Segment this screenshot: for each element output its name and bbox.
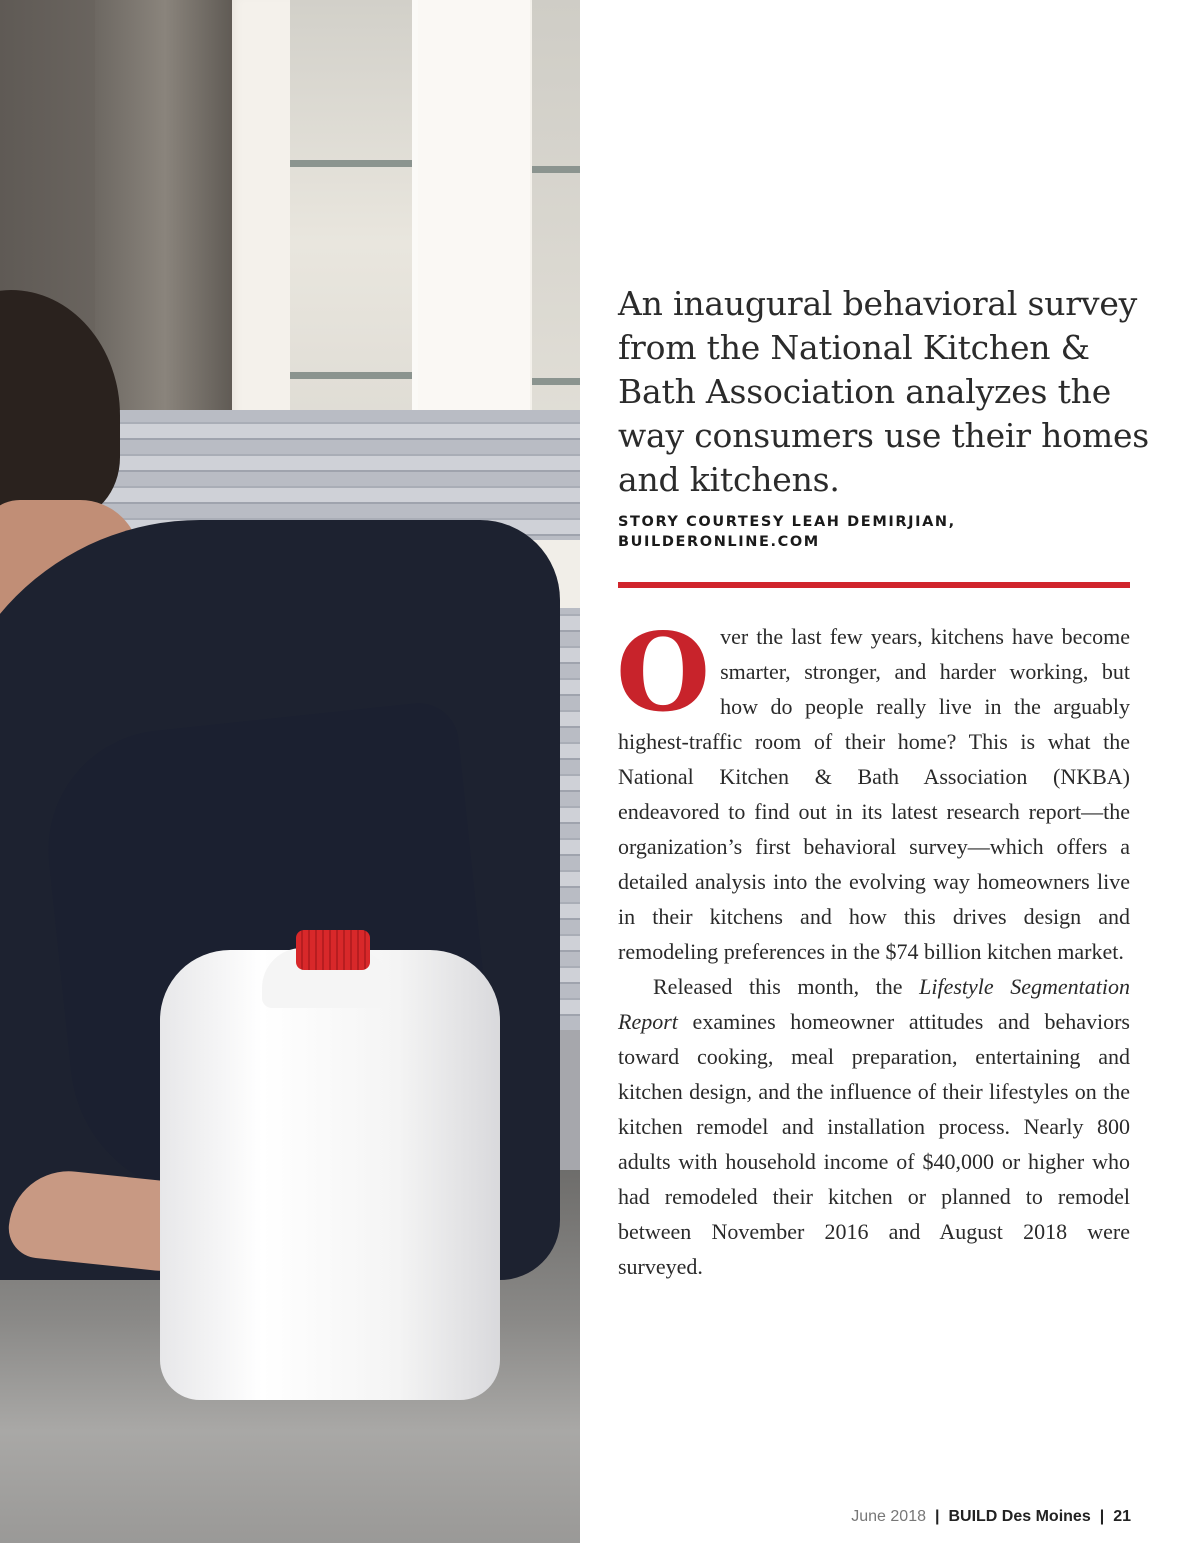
photo-shelf (290, 372, 412, 379)
kitchen-photo (0, 0, 580, 1543)
photo-range-hood (95, 0, 235, 410)
article-byline (618, 512, 1138, 552)
byline-credit: STORY COURTESY LEAH DEMIRJIAN, (618, 514, 956, 530)
drop-cap: O (616, 610, 711, 736)
article-body (616, 610, 1131, 1284)
paragraph-text: Released this month, the (653, 974, 920, 999)
photo-shelf (532, 378, 580, 385)
page-folio (851, 1508, 1131, 1526)
folio-magazine-name: BUILD Des Moines (948, 1508, 1091, 1525)
photo-shelf (290, 160, 412, 167)
section-divider-rule (618, 582, 1130, 588)
byline-source: BUILDERONLINE.COM (618, 534, 820, 550)
article-deck: An inaugural behavioral survey from the National Kitchen & Bath Association analyzes the way consumers use their homes and kitchens. (618, 284, 1150, 499)
folio-page-number: 21 (1113, 1508, 1131, 1525)
folio-separator: | (934, 1508, 940, 1525)
paragraph-text: examines homeowner attitudes and behaviors toward cooking, meal preparation, entertaining and kitchen design, and the influence of their lifestyles on the kitchen remodel and installation process. Nearly 800 adults with household income of $40,000 or higher who had remodeled their kitchen or planned to remodel between November 2016 and August 2018 were surveyed. (618, 1009, 1130, 1279)
folio-date: June 2018 (851, 1508, 926, 1525)
folio-separator: | (1099, 1508, 1105, 1525)
paragraph-text: ver the last few years, kitchens have become smarter, stronger, and harder working, but how do people really live in the arguably highest-traffic room of their home? This is what the National Kitchen & Bath Association (NKBA) endeavored to find out in its latest research report—the organization’s first behavioral survey—which offers a detailed analysis into the evolving way homeowners live in their kitchens and how this drives design and remodeling preferences in the $74 billion kitchen market. (618, 624, 1130, 964)
article-paragraph (616, 610, 1130, 969)
article-paragraph (618, 969, 1130, 1284)
photo-milk-jug (160, 950, 500, 1400)
photo-shelf (532, 166, 580, 173)
report-title: Lifestyle Segmentation Report (618, 974, 1131, 1034)
photo-milk-jug-cap (296, 930, 370, 970)
